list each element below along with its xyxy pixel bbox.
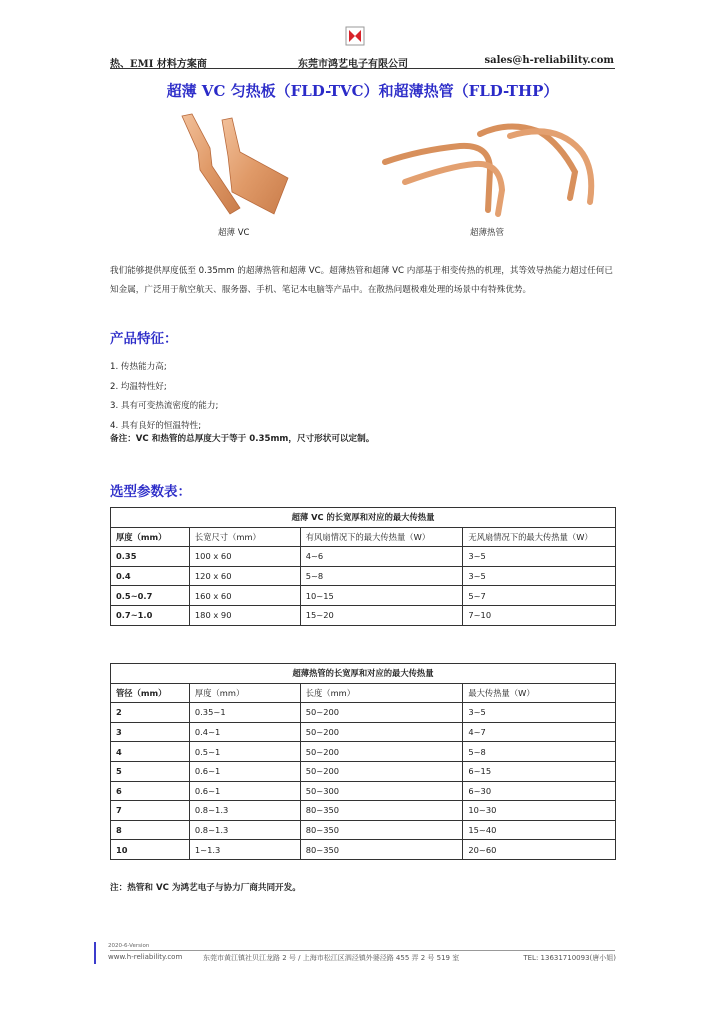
table-row: [111, 801, 616, 821]
header-tagline: 热、EMI 材料方案商: [110, 59, 207, 70]
feature-item: 1. 传热能力高;: [110, 362, 167, 372]
table-row: [111, 566, 616, 586]
table-cell: 6: [111, 781, 190, 801]
table-cell: 50~300: [300, 781, 463, 801]
table-cell: 10~15: [300, 586, 463, 606]
column-header: 厚度（mm）: [189, 683, 300, 703]
table-cell: 0.7~1.0: [111, 605, 190, 625]
table-cell: 80~350: [300, 801, 463, 821]
table-row: [111, 761, 616, 781]
table-cell: 20~60: [463, 840, 616, 860]
table-cell: 0.5~1: [189, 742, 300, 762]
header-company-name: 东莞市鸿艺电子有限公司: [298, 59, 408, 70]
heatpipe-spec-table: [110, 663, 616, 860]
column-header: 厚度（mm）: [111, 527, 190, 547]
table-cell: 50~200: [300, 761, 463, 781]
table-cell: 0.8~1.3: [189, 801, 300, 821]
features-note: 备注：VC 和热管的总厚度大于等于 0.35mm，尺寸形状可以定制。: [110, 434, 375, 444]
footer-address: 东莞市黄江镇社贝江龙路 2 号 / 上海市松江区泗泾镇外婆泾路 455 弄 2 号 519 室: [203, 954, 460, 962]
table-caption: 超薄热管的长宽厚和对应的最大传热量: [111, 664, 616, 684]
table-cell: 6~15: [463, 761, 616, 781]
table-row: [111, 586, 616, 606]
header-divider: [110, 68, 615, 69]
table-cell: 3~5: [463, 566, 616, 586]
table-row: [111, 781, 616, 801]
column-header: 有风扇情况下的最大传热量（W）: [300, 527, 463, 547]
table-cell: 3~5: [463, 547, 616, 567]
table-cell: 100 x 60: [189, 547, 300, 567]
vc-caption: 超薄 VC: [218, 228, 250, 238]
table-cell: 3~5: [463, 703, 616, 723]
page-title: 超薄 VC 匀热板（FLD-TVC）和超薄热管（FLD-THP）: [166, 82, 559, 100]
table-cell: 50~200: [300, 703, 463, 723]
table-cell: 0.8~1.3: [189, 820, 300, 840]
features-heading: 产品特征：: [110, 331, 178, 347]
column-header: 无风扇情况下的最大传热量（W）: [463, 527, 616, 547]
table-row: [111, 605, 616, 625]
footer-accent-bar: [94, 942, 96, 964]
intro-paragraph: 我们能够提供厚度低至 0.35mm 的超薄热管和超薄 VC。超薄热管和超薄 VC 内部基于相变传热的机理，其等效导热能力超过任何已知金属，广泛用于航空航天、服务器、手机、笔记本电脑等产品中。在散热问题极难处理的场景中有特殊优势。: [110, 266, 613, 295]
features-list: [110, 358, 218, 436]
table-caption: 超薄 VC 的长宽厚和对应的最大传热量: [111, 508, 616, 528]
table-cell: 1~1.3: [189, 840, 300, 860]
company-logo-icon: [345, 26, 365, 46]
table-cell: 80~350: [300, 820, 463, 840]
table-cell: 8: [111, 820, 190, 840]
feature-item: 4. 具有良好的恒温特性;: [110, 420, 202, 431]
footer-website-link[interactable]: www.h-reliability.com: [108, 953, 183, 961]
table-row: [111, 742, 616, 762]
table-cell: 10~30: [463, 801, 616, 821]
table-cell: 0.6~1: [189, 781, 300, 801]
vc-spec-table: [110, 507, 616, 626]
ultra-thin-vc-photo: [170, 108, 300, 218]
table-cell: 7: [111, 801, 190, 821]
footer-phone: TEL: 13631710093(唐小姐): [523, 954, 616, 962]
co-development-note: 注：热管和 VC 为鸿艺电子与协力厂商共同开发。: [110, 883, 301, 893]
table-cell: 4~6: [300, 547, 463, 567]
table-row: [111, 547, 616, 567]
table-cell: 5~8: [463, 742, 616, 762]
table-cell: 120 x 60: [189, 566, 300, 586]
table-header-row: [111, 683, 616, 703]
table-cell: 3: [111, 722, 190, 742]
footer-version: 2020-6-Version: [108, 943, 150, 949]
table-cell: 2: [111, 703, 190, 723]
table-cell: 0.4~1: [189, 722, 300, 742]
table-cell: 50~200: [300, 722, 463, 742]
selection-heading: 选型参数表：: [110, 484, 191, 500]
table-cell: 7~10: [463, 605, 616, 625]
table-cell: 0.5~0.7: [111, 586, 190, 606]
table-cell: 4: [111, 742, 190, 762]
table-cell: 10: [111, 840, 190, 860]
table-cell: 15~40: [463, 820, 616, 840]
table-caption-row: [111, 664, 616, 684]
footer-divider: [110, 950, 615, 951]
heatpipe-caption: 超薄热管: [470, 228, 505, 238]
table-cell: 160 x 60: [189, 586, 300, 606]
table-cell: 0.35: [111, 547, 190, 567]
column-header: 管径（mm）: [111, 683, 190, 703]
table-caption-row: [111, 508, 616, 528]
ultra-thin-heatpipe-photo: [380, 110, 605, 220]
table-cell: 180 x 90: [189, 605, 300, 625]
table-cell: 0.6~1: [189, 761, 300, 781]
table-cell: 50~200: [300, 742, 463, 762]
table-cell: 5: [111, 761, 190, 781]
column-header: 长度（mm）: [300, 683, 463, 703]
table-cell: 4~7: [463, 722, 616, 742]
column-header: 长宽尺寸（mm）: [189, 527, 300, 547]
header-email[interactable]: sales@h-reliability.com: [484, 55, 614, 66]
table-cell: 6~30: [463, 781, 616, 801]
column-header: 最大传热量（W）: [463, 683, 616, 703]
table-cell: 5~8: [300, 566, 463, 586]
table-cell: 0.35~1: [189, 703, 300, 723]
table-row: [111, 820, 616, 840]
table-row: [111, 722, 616, 742]
table-row: [111, 703, 616, 723]
table-cell: 0.4: [111, 566, 190, 586]
table-row: [111, 840, 616, 860]
table-cell: 15~20: [300, 605, 463, 625]
feature-item: 3. 具有可变热流密度的能力;: [110, 401, 219, 411]
table-cell: 5~7: [463, 586, 616, 606]
feature-item: 2. 均温特性好;: [110, 381, 167, 392]
table-cell: 80~350: [300, 840, 463, 860]
table-header-row: [111, 527, 616, 547]
